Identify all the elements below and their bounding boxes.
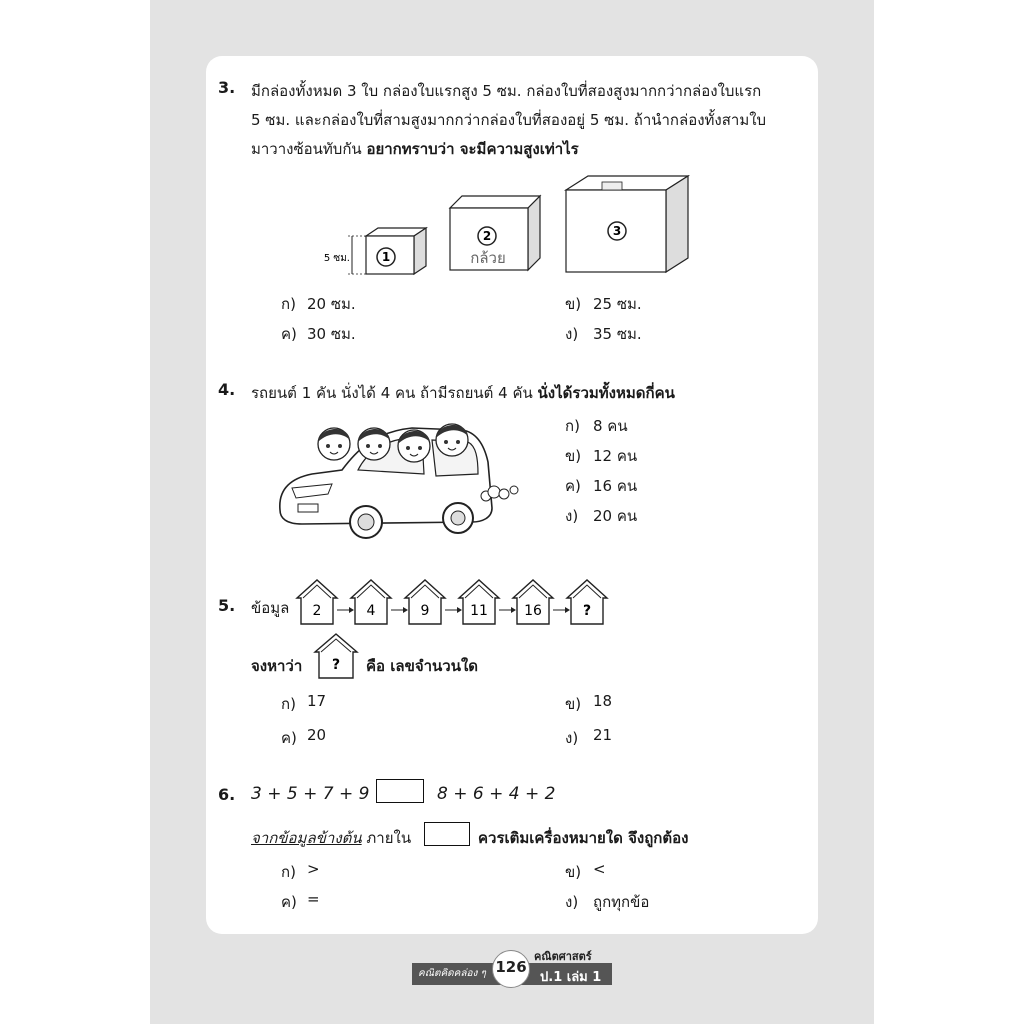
q4-option-d-letter: ง) — [565, 507, 579, 525]
q5-ask-prefix: จงหาว่า — [251, 657, 303, 675]
q5-ask-house — [313, 632, 359, 680]
q4-option-c: 16 คน — [593, 477, 638, 495]
q6-option-d: ถูกทุกข้อ — [593, 893, 650, 911]
q3-option-b-letter: ข) — [565, 295, 582, 313]
q6-text-plain: ภายใน — [366, 829, 412, 847]
house-4 — [459, 580, 499, 624]
q6-option-c: = — [307, 890, 320, 908]
q3-line1: มีกล่องทั้งหมด 3 ใบ กล่องใบแรกสูง 5 ซม. กล่องใบที่สองสูงมากกว่ากล่องใบแรก — [251, 82, 762, 100]
q4-option-d: 20 คน — [593, 507, 638, 525]
q6-option-a-letter: ก) — [281, 863, 296, 881]
house-5 — [513, 580, 553, 624]
car-illustration — [272, 418, 528, 546]
q4-text-plain: รถยนต์ 1 คัน นั่งได้ 4 คน ถ้ามีรถยนต์ 4 คัน — [251, 384, 533, 402]
q4-option-a-letter: ก) — [565, 417, 580, 435]
q5-option-d: 21 — [593, 726, 613, 744]
q4-number: 4. — [218, 380, 236, 399]
box-2 — [450, 196, 540, 270]
house-5-value: 16 — [524, 603, 542, 619]
q5-number: 5. — [218, 596, 236, 615]
q3-option-c-letter: ค) — [281, 325, 297, 343]
q5-ask-suffix: คือ เลขจำนวนใด — [366, 657, 479, 675]
q3-line3-bold: อยากทราบว่า จะมีความสูงเท่าไร — [366, 140, 579, 158]
page-number: 126 — [495, 958, 527, 976]
q6-option-a: > — [307, 860, 320, 878]
q6-option-b: < — [593, 860, 606, 878]
q6-text-bold: ควรเติมเครื่องหมายใด จึงถูกต้อง — [478, 829, 689, 847]
house-6-value: ? — [582, 603, 592, 619]
box-1-height-label: 5 ซม. — [323, 253, 350, 264]
q3-boxes-figure — [320, 170, 700, 285]
q4-option-b-letter: ข) — [565, 447, 582, 465]
q3-option-a-letter: ก) — [281, 295, 296, 313]
q3-option-b: 25 ซม. — [593, 295, 642, 313]
q6-number: 6. — [218, 785, 236, 804]
house-2-value: 4 — [366, 603, 376, 619]
q6-right-expression: 8 + 6 + 4 + 2 — [437, 784, 556, 804]
q5-label: ข้อมูล — [251, 599, 290, 617]
q3-line2: 5 ซม. และกล่องใบที่สามสูงมากกว่ากล่องใบที่สองอยู่ 5 ซม. ถ้านำกล่องทั้งสามใบ — [251, 111, 767, 129]
house-2 — [351, 580, 391, 624]
q3-option-d: 35 ซม. — [593, 325, 642, 343]
q5-option-a-letter: ก) — [281, 695, 296, 713]
box-3-label: 3 — [612, 224, 622, 238]
q3-option-c: 30 ซม. — [307, 325, 356, 343]
q4-option-b: 12 คน — [593, 447, 638, 465]
q5-option-d-letter: ง) — [565, 729, 579, 747]
house-4-value: 11 — [470, 603, 488, 619]
q3-number: 3. — [218, 78, 236, 97]
footer-subject: คณิตศาสตร์ — [534, 950, 592, 963]
q3-option-d-letter: ง) — [565, 325, 579, 343]
house-3-value: 9 — [420, 603, 430, 619]
q6-instruction-underline — [251, 826, 411, 850]
house-1-value: 2 — [312, 603, 322, 619]
box-2-text: กล้วย — [470, 249, 506, 267]
q5-house-sequence — [295, 578, 615, 628]
q3-option-a: 20 ซม. — [307, 295, 356, 313]
q6-option-c-letter: ค) — [281, 893, 297, 911]
q6-option-b-letter: ข) — [565, 863, 582, 881]
q5-option-c-letter: ค) — [281, 729, 297, 747]
house-1 — [297, 580, 337, 624]
box-3 — [566, 176, 688, 272]
q6-text-underline: จากข้อมูลข้างต้น — [251, 829, 362, 847]
house-6 — [567, 580, 607, 624]
q5-option-c: 20 — [307, 726, 327, 744]
house-3 — [405, 580, 445, 624]
footer-book-title: คณิตคิดคล่อง ๆ — [418, 968, 486, 979]
q4-option-a: 8 คน — [593, 417, 628, 435]
q5-option-a: 17 — [307, 692, 327, 710]
q6-left-expression: 3 + 5 + 7 + 9 — [251, 784, 370, 804]
box-1-label: 1 — [381, 250, 391, 264]
q5-option-b: 18 — [593, 692, 613, 710]
q3-line3-plain: มาวางซ้อนทับกัน — [251, 140, 362, 158]
q6-blank-reference — [424, 822, 470, 846]
box-2-label: 2 — [482, 229, 492, 243]
q3-line3 — [251, 137, 579, 161]
q6-answer-blank — [376, 779, 424, 803]
q5-option-b-letter: ข) — [565, 695, 582, 713]
box-1 — [324, 228, 426, 274]
footer-grade: ป.1 เล่ม 1 — [540, 970, 602, 985]
q4-option-c-letter: ค) — [565, 477, 581, 495]
q4-text — [251, 381, 675, 405]
q6-option-d-letter: ง) — [565, 893, 579, 911]
q4-text-bold: นั่งได้รวมทั้งหมดกี่คน — [537, 384, 675, 402]
q5-ask-house-value: ? — [331, 657, 341, 673]
